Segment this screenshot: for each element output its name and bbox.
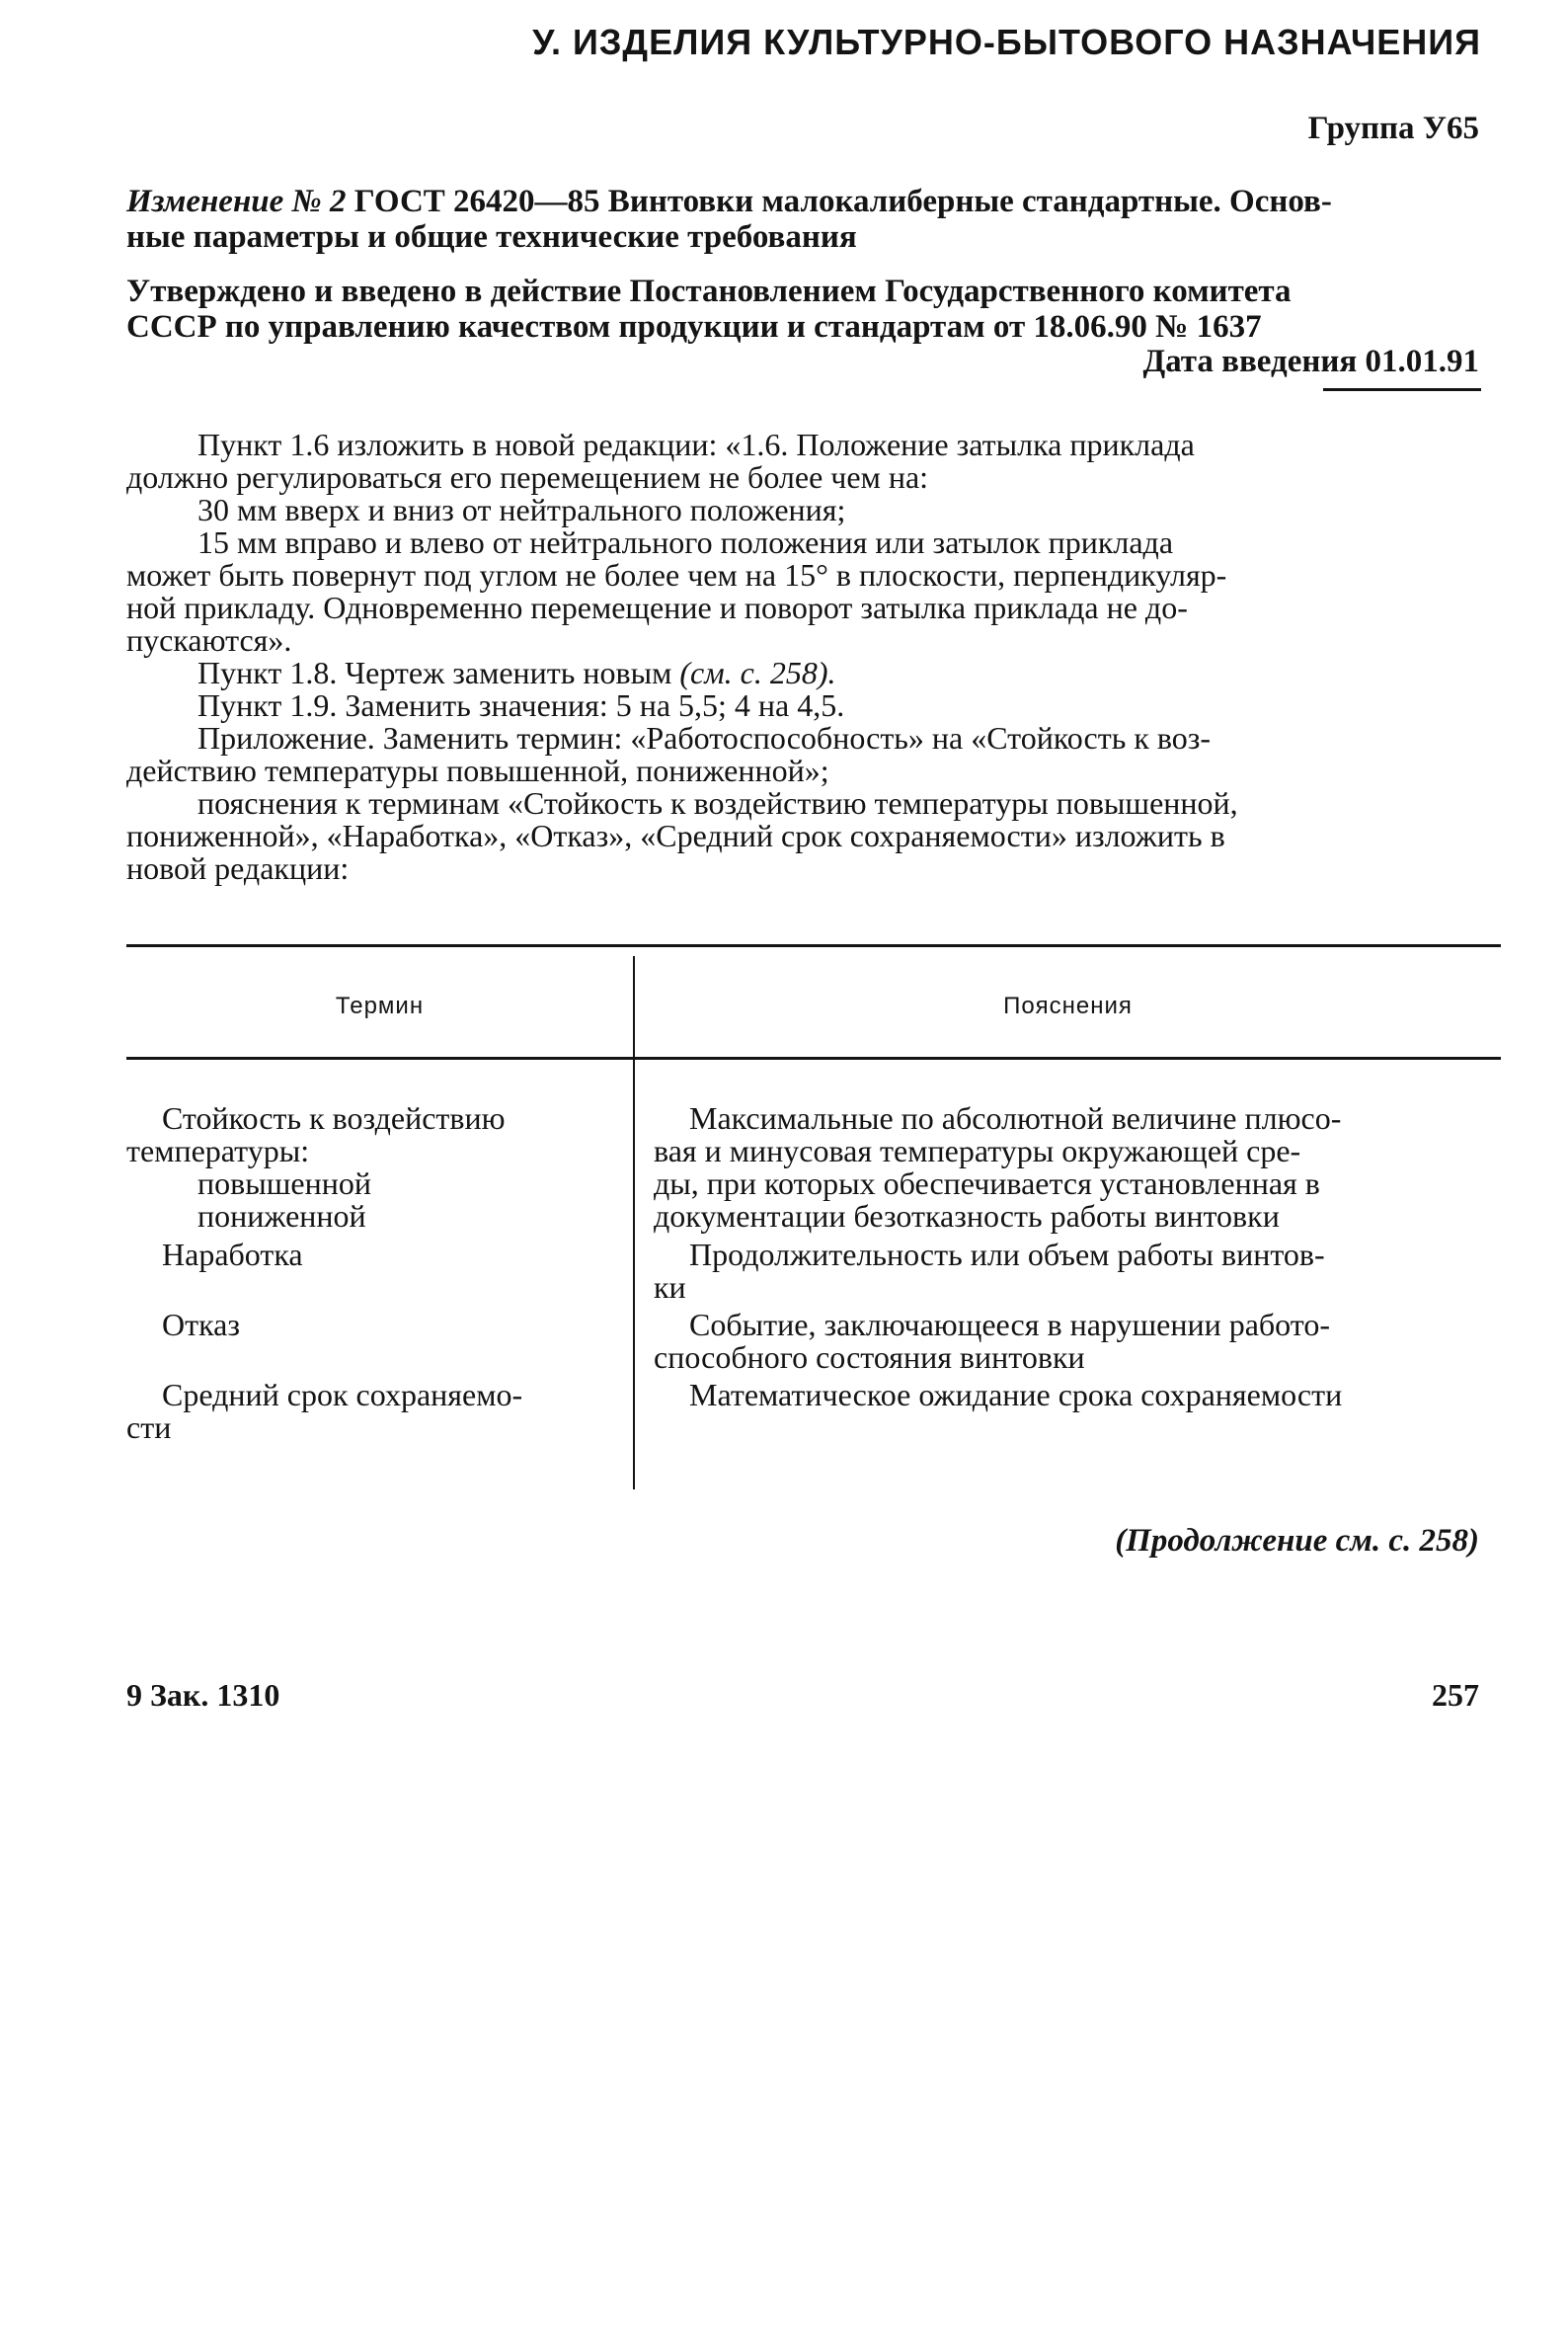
paragraph-4-reference: (см. с. 258). xyxy=(679,655,836,690)
term-subitem: повышенной xyxy=(197,1165,371,1201)
explanation-line: способного состояния винтовки xyxy=(654,1339,1085,1375)
paragraph-1-line-1: Пункт 1.6 изложить в новой редакции: «1.6. Положение затылка приклада xyxy=(197,427,1195,462)
explanation-line: Продолжительность или объем работы винтов- xyxy=(689,1237,1325,1272)
amendment-title xyxy=(126,184,1501,255)
paragraph-3-line-4: пускаются». xyxy=(126,622,292,658)
group-code: Группа У65 xyxy=(1307,111,1479,146)
term-line: Средний срок сохраняемо- xyxy=(162,1377,523,1412)
paragraph-1-line-2: должно регулироваться его перемещением не более чем на: xyxy=(126,459,929,495)
table-row-term xyxy=(126,1102,620,1233)
paragraph-4-text: Пункт 1.8. Чертеж заменить новым xyxy=(197,655,680,690)
table-row-explanation xyxy=(654,1102,1501,1233)
paragraph-3-line-2: может быть повернут под углом не более чем на 15° в плоскости, перпендикуляр- xyxy=(126,557,1227,593)
table-row-term xyxy=(126,1379,620,1444)
explanation-line: Событие, заключающееся в нарушении работо- xyxy=(689,1307,1330,1342)
explanation-line: документации безотказность работы винтовки xyxy=(654,1198,1280,1234)
table-column-divider xyxy=(633,956,635,1489)
date-underline xyxy=(1323,388,1481,391)
amendment-standard: ГОСТ 26420—85 Винтовки малокалиберные стандартные. Основ- xyxy=(346,184,1332,219)
amendment-title-line-1 xyxy=(126,184,1501,219)
explanation-line: Математическое ожидание срока сохраняемости xyxy=(689,1377,1343,1412)
approval-line-1: Утверждено и введено в действие Постановлением Государственного комитета xyxy=(126,274,1292,309)
term-line: Стойкость к воздействию xyxy=(162,1100,506,1136)
table-row-term xyxy=(126,1309,620,1341)
explanation-line: ки xyxy=(654,1269,686,1305)
paragraph-2: 30 мм вверх и вниз от нейтрального положения; xyxy=(197,492,846,527)
section-title: У. ИЗДЕЛИЯ КУЛЬТУРНО-БЫТОВОГО НАЗНАЧЕНИЯ xyxy=(532,22,1481,62)
term-line: Наработка xyxy=(162,1237,303,1272)
table-row-explanation xyxy=(654,1309,1501,1374)
term-line: сти xyxy=(126,1409,172,1445)
paragraph-4 xyxy=(126,657,1501,689)
explanation-line: вая и минусовая температуры окружающей сре- xyxy=(654,1133,1301,1168)
paragraph-7-line-2: пониженной», «Наработка», «Отказ», «Средний срок сохраняемости» изложить в xyxy=(126,818,1225,853)
column-header-explanation: Пояснения xyxy=(1003,993,1133,1019)
table-row-explanation xyxy=(654,1379,1501,1411)
paragraph-3-line-3: ной прикладу. Одновременно перемещение и поворот затылка приклада не до- xyxy=(126,590,1188,625)
paragraph-7-line-3: новой редакции: xyxy=(126,850,350,886)
paragraph-5: Пункт 1.9. Заменить значения: 5 на 5,5; 4 на 4,5. xyxy=(197,687,845,723)
body-text xyxy=(126,429,1501,885)
table-header-rule xyxy=(126,1057,1501,1060)
paragraph-3-line-1: 15 мм вправо и влево от нейтрального положения или затылок приклада xyxy=(197,524,1174,560)
paragraph-7-line-1: пояснения к терминам «Стойкость к воздействию температуры повышенной, xyxy=(197,785,1238,821)
term-line: Отказ xyxy=(162,1307,240,1342)
paragraph-6-line-1: Приложение. Заменить термин: «Работоспособность» на «Стойкость к воз- xyxy=(197,720,1212,756)
paragraph-6-line-2: действию температуры повышенной, пониженной»; xyxy=(126,753,829,788)
explanation-line: ды, при которых обеспечивается установленная в xyxy=(654,1165,1320,1201)
term-subitem: пониженной xyxy=(197,1198,366,1234)
amendment-number: Изменение № 2 xyxy=(126,184,347,219)
table-row-term xyxy=(126,1239,620,1271)
column-header-term: Термин xyxy=(335,993,425,1019)
amendment-title-line-2: ные параметры и общие технические требования xyxy=(126,219,857,255)
continuation-note: (Продолжение см. с. 258) xyxy=(1115,1523,1479,1559)
term-line: температуры: xyxy=(126,1133,310,1168)
introduction-date: Дата введения 01.01.91 xyxy=(1142,344,1479,379)
table-row-explanation xyxy=(654,1239,1501,1304)
explanation-line: Максимальные по абсолютной величине плюсо- xyxy=(689,1100,1342,1136)
table-top-rule xyxy=(126,944,1501,947)
page-number: 257 xyxy=(1432,1677,1479,1713)
approval-statement xyxy=(126,274,1501,345)
order-number: 9 Зак. 1310 xyxy=(126,1677,280,1713)
approval-line-2: СССР по управлению качеством продукции и стандартам от 18.06.90 № 1637 xyxy=(126,309,1262,345)
